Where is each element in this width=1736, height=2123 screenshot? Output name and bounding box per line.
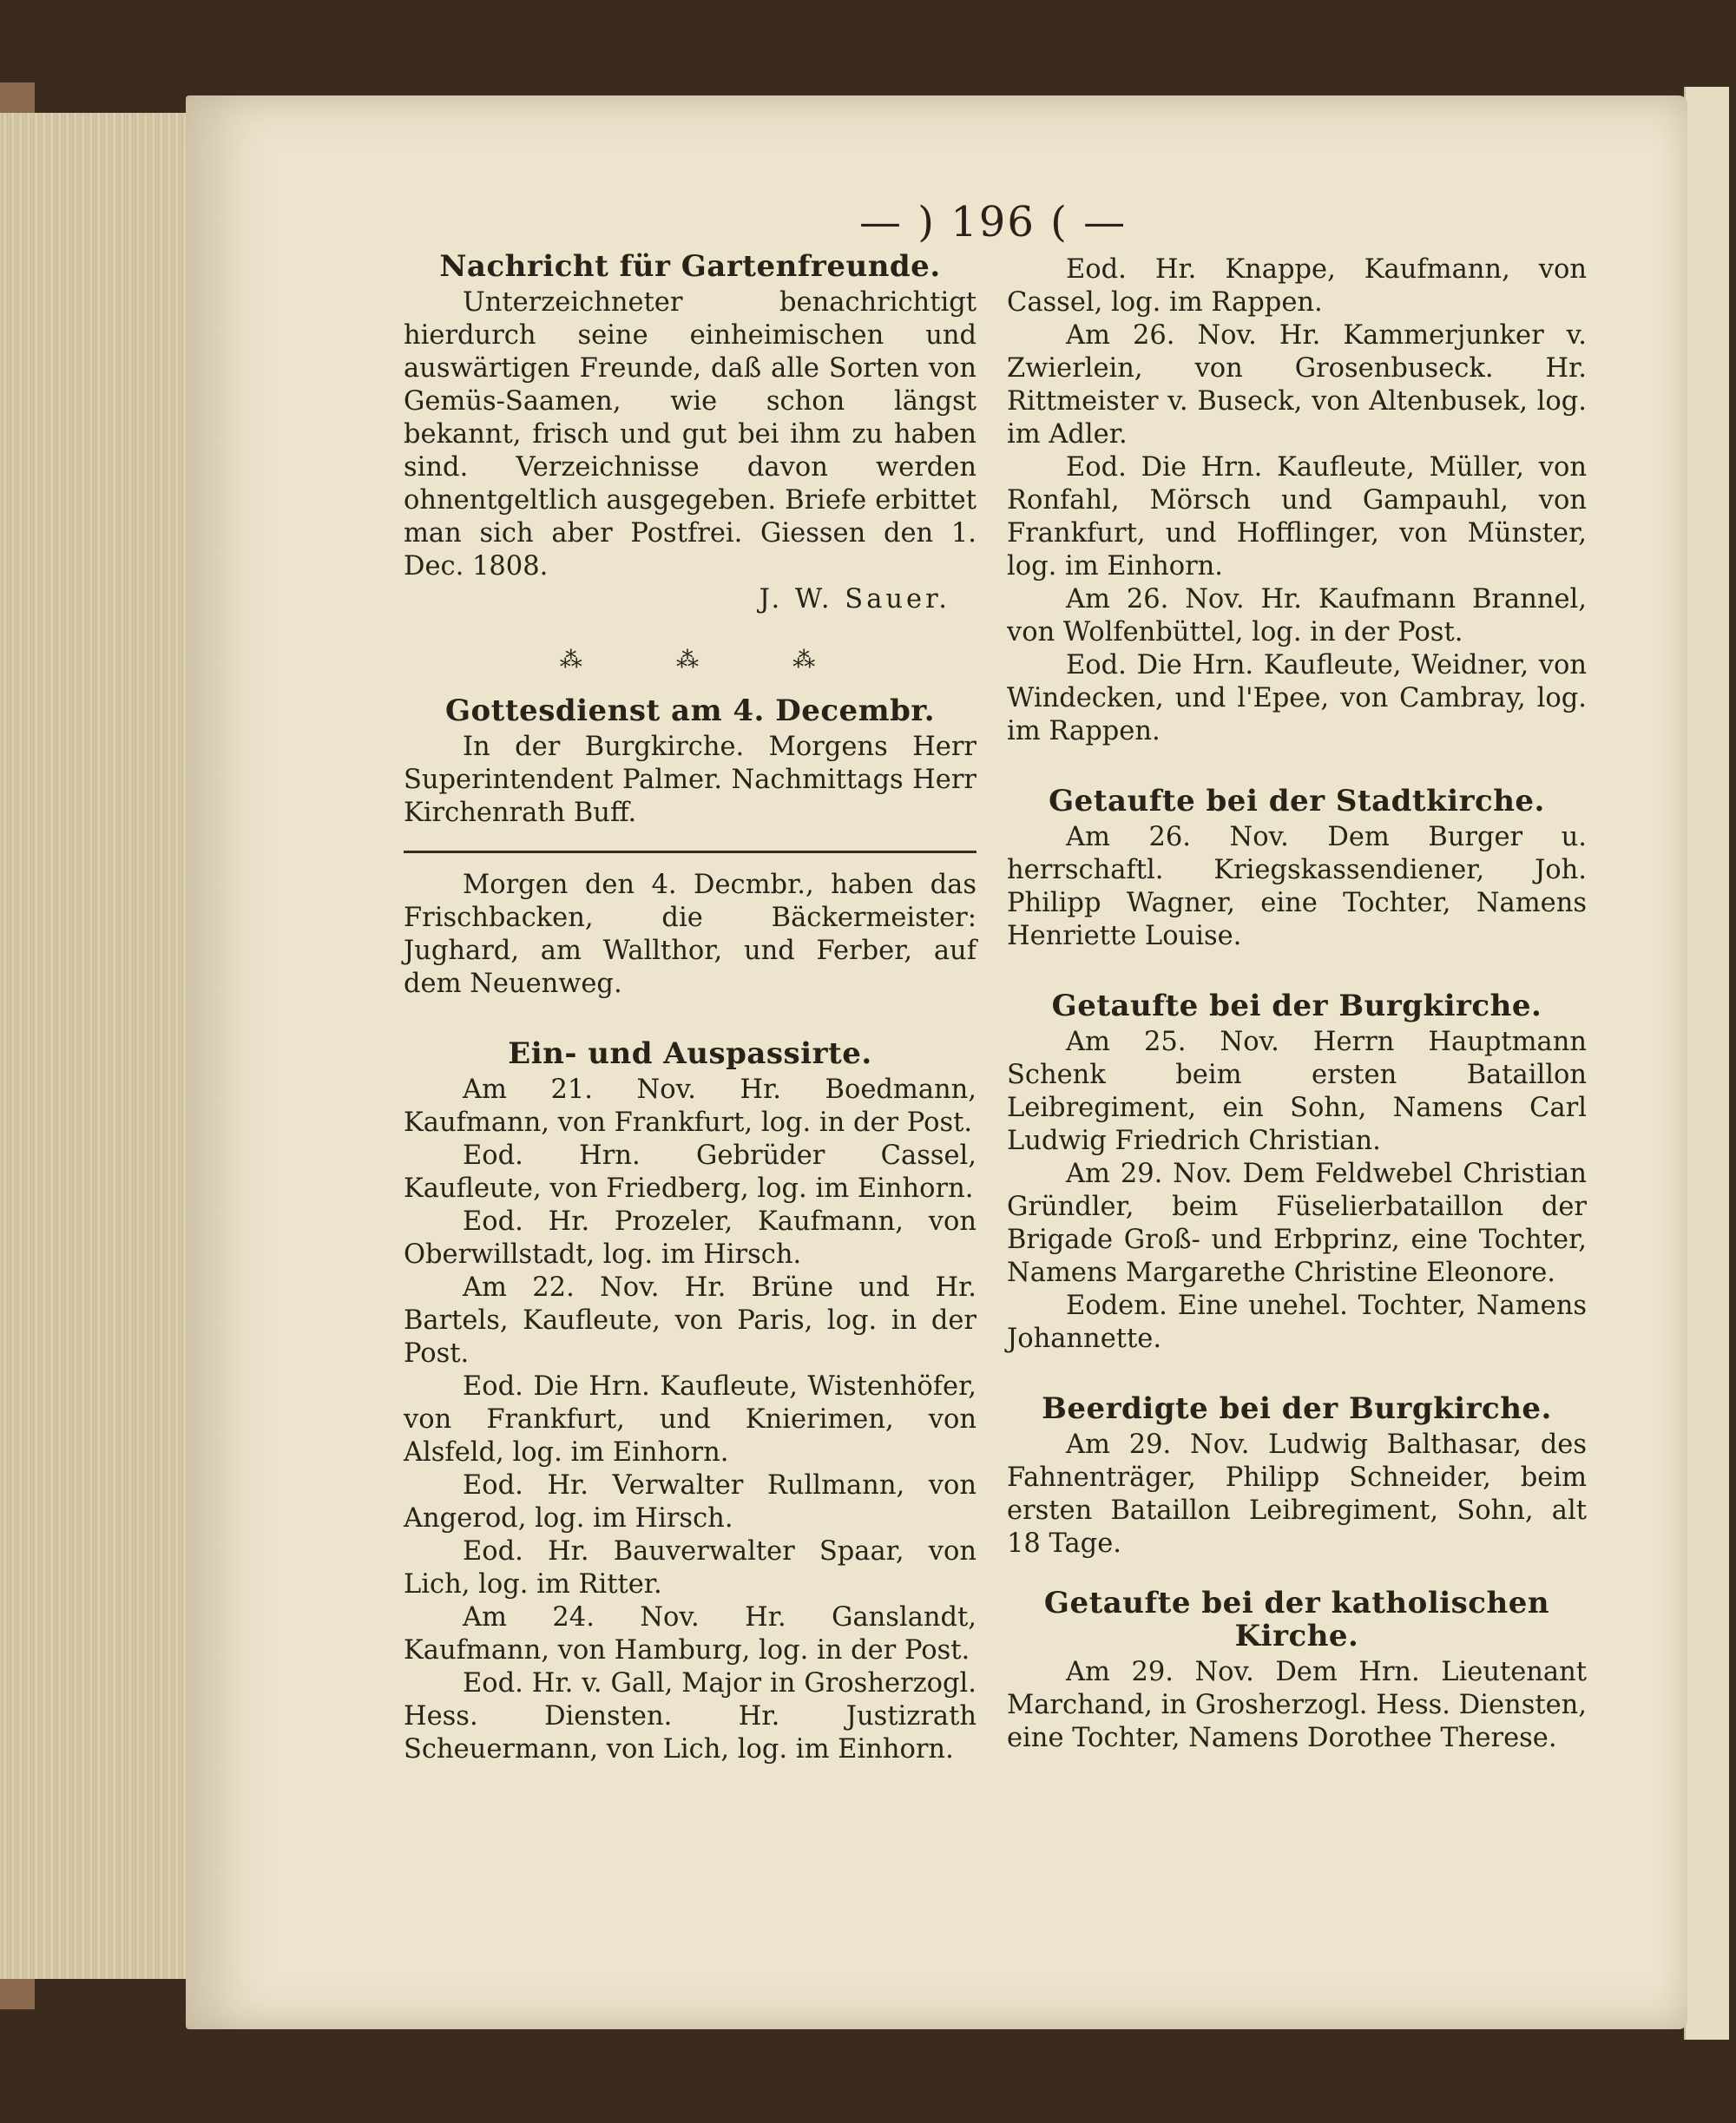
traveler-entry: Eod. Hrn. Gebrüder Cassel, Kaufleute, von Friedberg, log. im Einhorn. [404,1140,976,1204]
traveler-entry: Am 21. Nov. Hr. Boedmann, Kaufmann, von Frankfurt, log. in der Post. [404,1075,976,1138]
burials-burgkirche [1007,1392,1587,1561]
asterism-divider [404,644,976,677]
bakers-notice-body: Morgen den 4. Decmbr., haben das Frischbacken, die Bäckermeister: Jughard, am Wallthor, und Ferber, auf dem Neuenweg. [404,870,976,999]
burial-entry: Am 29. Nov. Ludwig Balthasar, des Fahnenträger, Philipp Schneider, beim ersten Bataillon Leibregiment, Sohn, alt 18 Tage. [1007,1430,1587,1559]
baptisms-stadtkirche-heading: Getaufte bei der Stadtkirche. [1049,784,1545,818]
traveler-entry: Am 26. Nov. Hr. Kaufmann Brannel, von Wolfenbüttel, log. in der Post. [1007,584,1587,647]
section-rule [404,851,976,853]
travelers-continued [1007,253,1587,748]
traveler-entry: Eod. Die Hrn. Kaufleute, Weidner, von Windecken, und l'Epee, von Cambray, log. im Rappen. [1007,650,1587,746]
church-service [404,694,976,830]
baptism-entry: Eodem. Eine unehel. Tochter, Namens Johannette. [1007,1291,1587,1354]
traveler-entry: Am 22. Nov. Hr. Brüne und Hr. Bartels, Kaufleute, von Paris, log. in der Post. [404,1272,976,1369]
traveler-entry: Eod. Hr. Verwalter Rullmann, von Angerod, log. im Hirsch. [404,1470,976,1534]
asterism: ⁂ [676,647,704,674]
garden-notice-body: Unterzeichneter benachrichtigt hierdurch seine einheimischen und auswärtigen Freunde, daß alle Sorten von Gemüs-Saamen, wie schon längst bekannt, frisch und gut bei ihm zu haben sind. Verzeichnisse davon werden ohnentgeltlich ausgegeben. Briefe erbittet man sich aber Postfrei. Giessen den 1. Dec. 1808. [404,287,976,582]
baptisms-burgkirche [1007,989,1587,1356]
bakers-notice [404,869,976,1001]
traveler-entry: Am 26. Nov. Hr. Kammerjunker v. Zwierlein, von Grosenbuseck. Hr. Rittmeister v. Buseck, von Altenbusek, log. im Adler. [1007,320,1587,450]
church-service-body: In der Burgkirche. Morgens Herr Superintendent Palmer. Nachmittags Herr Kirchenrath Buff. [404,732,976,828]
baptisms-catholic-heading: Getaufte bei der katholischen Kirche. [1043,1586,1550,1653]
left-column [404,250,976,1766]
traveler-entry: Eod. Hr. v. Gall, Major in Grosherzogl. Hess. Diensten. Hr. Justizrath Scheuermann, von Lich, log. im Einhorn. [404,1668,976,1765]
garden-notice-signature: J. W. Sauer. [759,584,950,615]
page-header: — ) 196 ( — [859,198,1128,246]
baptism-entry: Am 29. Nov. Dem Hrn. Lieutenant Marchand, in Grosherzogl. Hess. Diensten, eine Tochter, Namens Dorothee Therese. [1007,1657,1587,1753]
traveler-entry: Eod. Hr. Knappe, Kaufmann, von Cassel, log. im Rappen. [1007,254,1587,318]
baptism-entry: Am 26. Nov. Dem Burger u. herrschaftl. Kriegskassendiener, Joh. Philipp Wagner, eine Tochter, Namens Henriette Louise. [1007,822,1587,951]
right-column [1007,253,1587,1755]
traveler-entry: Eod. Hr. Prozeler, Kaufmann, von Oberwillstadt, log. im Hirsch. [404,1206,976,1270]
travelers-section [404,1037,976,1766]
page-stack-edge [0,113,192,1979]
baptisms-catholic [1007,1587,1587,1755]
traveler-entry: Am 24. Nov. Hr. Ganslandt, Kaufmann, von Hamburg, log. in der Post. [404,1602,976,1666]
traveler-entry: Eod. Hr. Bauverwalter Spaar, von Lich, log. im Ritter. [404,1536,976,1600]
garden-notice-heading: Nachricht für Gartenfreunde. [439,249,941,284]
traveler-entry: Eod. Die Hrn. Kaufleute, Wistenhöfer, von Frankfurt, und Knierimen, von Alsfeld, log. im Einhorn. [404,1371,976,1468]
church-service-heading: Gottesdienst am 4. Decembr. [444,693,936,728]
asterism: ⁂ [559,647,588,674]
baptisms-stadtkirche [1007,785,1587,953]
travelers-heading: Ein- und Auspassirte. [508,1036,872,1071]
baptism-entry: Am 25. Nov. Herrn Hauptmann Schenk beim ersten Bataillon Leibregiment, ein Sohn, Namens Carl Ludwig Friedrich Christian. [1007,1027,1587,1156]
asterism: ⁂ [792,647,821,674]
garden-notice [404,250,976,616]
baptism-entry: Am 29. Nov. Dem Feldwebel Christian Gründler, beim Füselierbataillon der Brigade Groß- und Erbprinz, eine Tochter, Namens Margarethe Christine Eleonore. [1007,1159,1587,1288]
burials-burgkirche-heading: Beerdigte bei der Burgkirche. [1042,1391,1552,1426]
baptisms-burgkirche-heading: Getaufte bei der Burgkirche. [1051,989,1542,1023]
page-right-edge [1684,87,1729,2040]
traveler-entry: Eod. Die Hrn. Kaufleute, Müller, von Ronfahl, Mörsch und Gampauhl, von Frankfurt, und Hofflinger, von Münster, log. im Einhorn. [1007,452,1587,582]
